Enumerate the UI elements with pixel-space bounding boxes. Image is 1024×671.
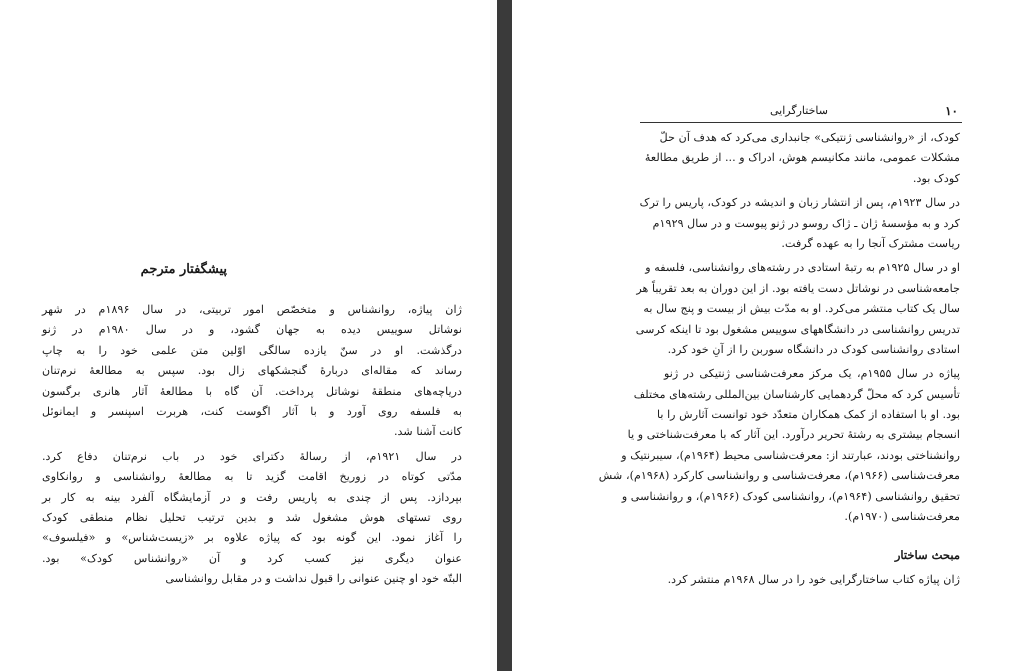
text-line: انسجام بیشتری به رشتهٔ تحریر درآورد. این آثار که با معرفت‌شناختی و یا — [627, 428, 960, 442]
text-line: کرد و به مؤسسهٔ ژان ـ ژاک روسو در ژنو پیوست و در سال ۱۹۲۹م — [652, 216, 960, 230]
text-line: ژان پیاژه کتاب ساختارگرایی خود را در سال ۱۹۶۸م منتشر کرد. — [667, 573, 960, 586]
text-line: مشکلات عمومی، مانند مکانیسم هوش، ادراک و ... از طریق مطالعهٔ — [644, 151, 960, 165]
text-line: تحقیق روانشناسی (۱۹۶۴م)، روانشناسی کودک (۱۹۶۶م)، و روانشناسی و — [621, 489, 960, 503]
text-line: او در سال ۱۹۲۵م به رتبهٔ استادی در رشته‌های روانشناسی، فلسفه و — [645, 261, 960, 275]
text-line: تدریس روانشناسی در دانشگاههای سوییس مشغول بود تا اینکه کرسی — [635, 322, 960, 336]
right-page-body — [598, 128, 960, 527]
text-line: روانشناختی بودند، عبارتند از: معرفت‌شناسی محیط (۱۹۶۴م)، سیبرنتیک و — [621, 448, 960, 462]
text-line: را آغاز نمود. این گونه بود که پیاژه علاوه بر «زیست‌شناس» و «فیلسوف» — [42, 531, 462, 545]
text-line: نوشاتل سوییس دیده به جهان گشود، و در سال ۱۹۸۰م در ژنو — [42, 323, 462, 337]
text-line: معرفت‌شناسی (۱۹۷۰م). — [844, 510, 960, 524]
text-line: کودک، از «روانشناسی ژنتیکی» جانبداری می‌کرد که هدف آن حلّ — [659, 131, 960, 144]
text-line: مدّتی کوتاه در زوریخ اقامت گزید تا به مطالعهٔ روانشناسی و روانکاوی — [42, 470, 462, 484]
text-line: درگذشت. او در سنّ یازده سالگی اوّلین متن علمی خود را به چاپ — [42, 343, 462, 357]
left-page — [0, 0, 497, 671]
page-number: ۱۰ — [945, 104, 958, 118]
text-line: در سال ۱۹۲۱م، از رسالهٔ دکترای خود در باب نرم‌تنان دفاع کرد. — [42, 449, 462, 463]
text-line: البتّه خود او چنین عنوانی را قبول نداشت و در مقابل روانشناسی — [165, 572, 462, 586]
text-line: بود. او با استفاده از کمک همکاران متعدّد خود توانست آثارش را با — [656, 408, 960, 422]
page-heading: پیشگفتار مترجم — [140, 262, 227, 277]
text-line: به فلسفه روی آورد و با آثار اگوست کنت، هربرت اسپنسر و ایمانوئل — [42, 404, 462, 418]
text-line: در سال ۱۹۲۳م، پس از انتشار زبان و اندیشه در کودک، پاریس را ترک — [639, 196, 960, 210]
text-line: جامعه‌شناسی در نوشاتل دست یافته بود. از این دوران به بعد تقریباً هر — [636, 281, 960, 295]
running-title: ساختارگرایی — [770, 104, 828, 117]
book-gutter — [497, 0, 512, 671]
text-line: سال یک کتاب منتشر می‌کرد. او به مدّت بیش از بیست و پنج سال به — [643, 302, 960, 316]
section-body — [664, 570, 960, 590]
text-line: روی تستهای هوش مشغول شد و بدین ترتیب تحلیل نظام منطقی کودک — [42, 510, 462, 524]
left-page-body — [42, 300, 462, 589]
text-line: ژان پیاژه، روانشناس و متخصّص امور تربیتی، در سال ۱۸۹۶م در شهر — [42, 303, 462, 316]
text-line: معرفت‌شناسی (۱۹۶۶م)، معرفت‌شناسی و روانشناسی کارکرد (۱۹۶۸م)، شش — [598, 469, 960, 483]
text-line: استادی روانشناسی کودک در دانشگاه سوربن را از آنِ خود کرد. — [667, 342, 960, 356]
section-heading: مبحث ساختار — [894, 548, 960, 562]
text-line: کانت آشنا شد. — [393, 425, 462, 439]
text-line: ریاست مشترک آنجا را به عهده گرفت. — [781, 236, 960, 250]
running-header — [640, 100, 962, 123]
text-line: بپردازد. پس از چندی به پاریس رفت و در آزمایشگاه آلفرد بینه به کار بر — [42, 490, 462, 504]
text-line: پیاژه در سال ۱۹۵۵م، یک مرکز معرفت‌شناسی ژنتیکی در ژنو — [664, 367, 960, 381]
text-line: رساند که مقاله‌ای دربارهٔ گنجشکهای زال بود. سپس به مطالعهٔ نرم‌تنان — [42, 364, 462, 378]
text-line: عنوان دیگری نیز کسب کرد و آن «روانشناس کودک» بود. — [42, 551, 462, 565]
text-line: تأسیس کرد که محلّ گردهمایی کارشناسان بین‌المللی رشته‌های مختلف — [633, 387, 960, 401]
text-line: کودک بود. — [912, 171, 960, 185]
text-line: دریاچه‌های منطقهٔ نوشاتل پرداخت. آن گاه با مطالعهٔ آثار هانری برگسون — [42, 384, 462, 398]
